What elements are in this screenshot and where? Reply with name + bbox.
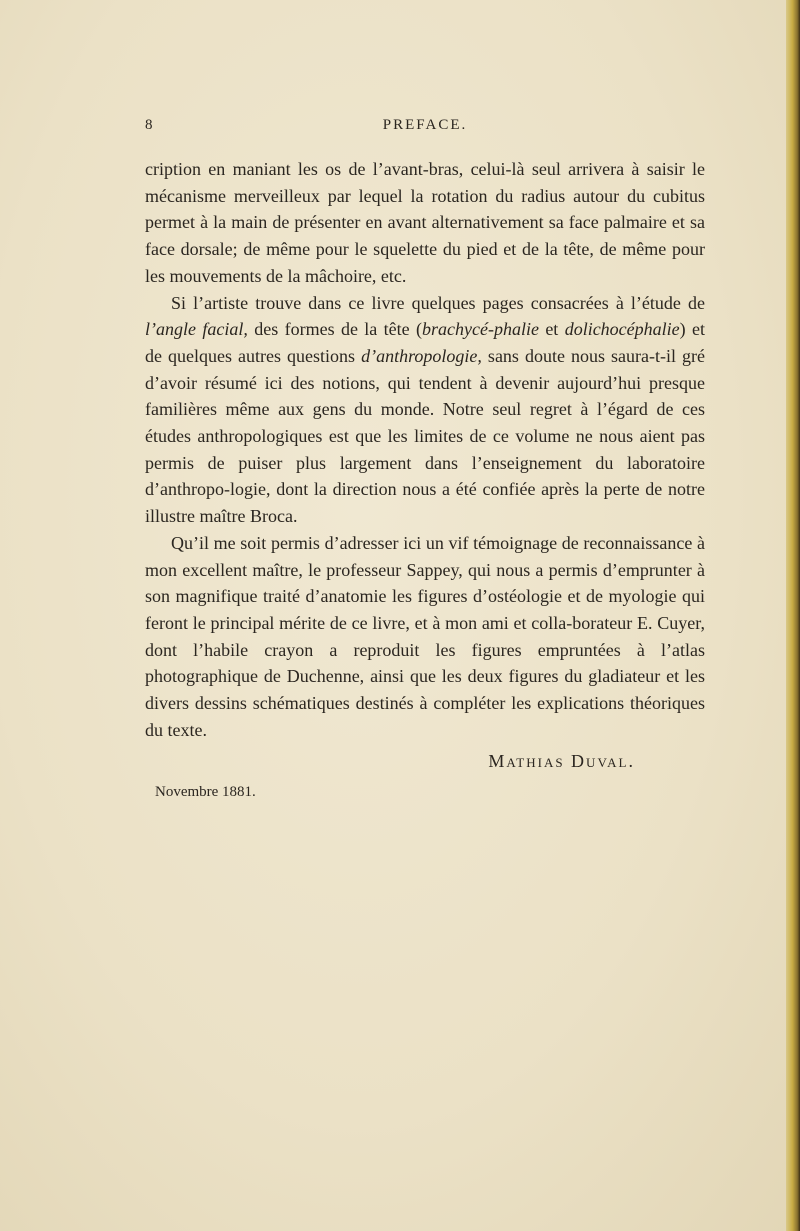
date-line: Novembre 1881. [155, 784, 256, 801]
p2-text-5: sans doute nous saura-t-il gré d’avoir résumé ici des notions, qui tendent à devenir aujourd’hui presque familières même aux gens du monde. Notre seul regret à l’égard de ces études anthropologiques est que les limites de ce volume ne nous aient pas permis de puiser plus largement dans l’enseignement du laboratoire d’anthropo-logie, dont la direction nous a été confiée après la perte de notre illustre maître Broca. [145, 345, 706, 527]
p2-italic-brachycephalie: brachycé-phalie [422, 319, 539, 340]
page-number: 8 [145, 117, 153, 133]
paragraph-2 [145, 290, 705, 530]
p2-italic-dolichocephalie: dolichocéphalie [564, 319, 680, 340]
paragraph-1: cription en maniant les os de l’avant-bras, celui-là seul arrivera à saisir le mécanisme merveilleux par lequel la rotation du radius autour du cubitus permet à la main de présenter en avant alternativement sa face palmaire et sa face dorsale; de même pour le squelette du pied et de la tête, de même pour les mouvements de la mâchoire, etc. [145, 159, 705, 286]
page-header [145, 117, 705, 141]
p2-italic-anthropologie: d’anthropologie, [361, 345, 482, 366]
preface-text [145, 156, 705, 806]
p2-text-3: et [538, 319, 565, 340]
p2-text-2: des formes de la tête ( [247, 319, 422, 340]
author-signature [145, 748, 705, 775]
p2-text-1: Si l’artiste trouve dans ce livre quelques pages consacrées à l’étude de [171, 292, 705, 313]
page-edge [786, 0, 800, 1231]
p2-italic-angle-facial: l’angle facial, [145, 319, 248, 340]
running-title: PREFACE. [382, 117, 468, 133]
paragraph-3: Qu’il me soit permis d’adresser ici un vif témoignage de reconnaissance à mon excellent maître, le professeur Sappey, qui nous a permis d’emprunter à son magnifique traité d’anatomie les figures d’ostéologie et de myologie qui feront le principal mérite de ce livre, et à mon ami et colla-borateur E. Cuyer, dont l’habile crayon a reproduit les figures empruntées à l’atlas photographique de Duchenne, ainsi que les deux figures du gladiateur et les divers dessins schématiques destinés à compléter les explications théoriques du texte. [145, 532, 705, 740]
p2-text-4: ) et de quelques autres questions [145, 319, 706, 366]
signature-text: Mathias Duval. [488, 751, 635, 772]
